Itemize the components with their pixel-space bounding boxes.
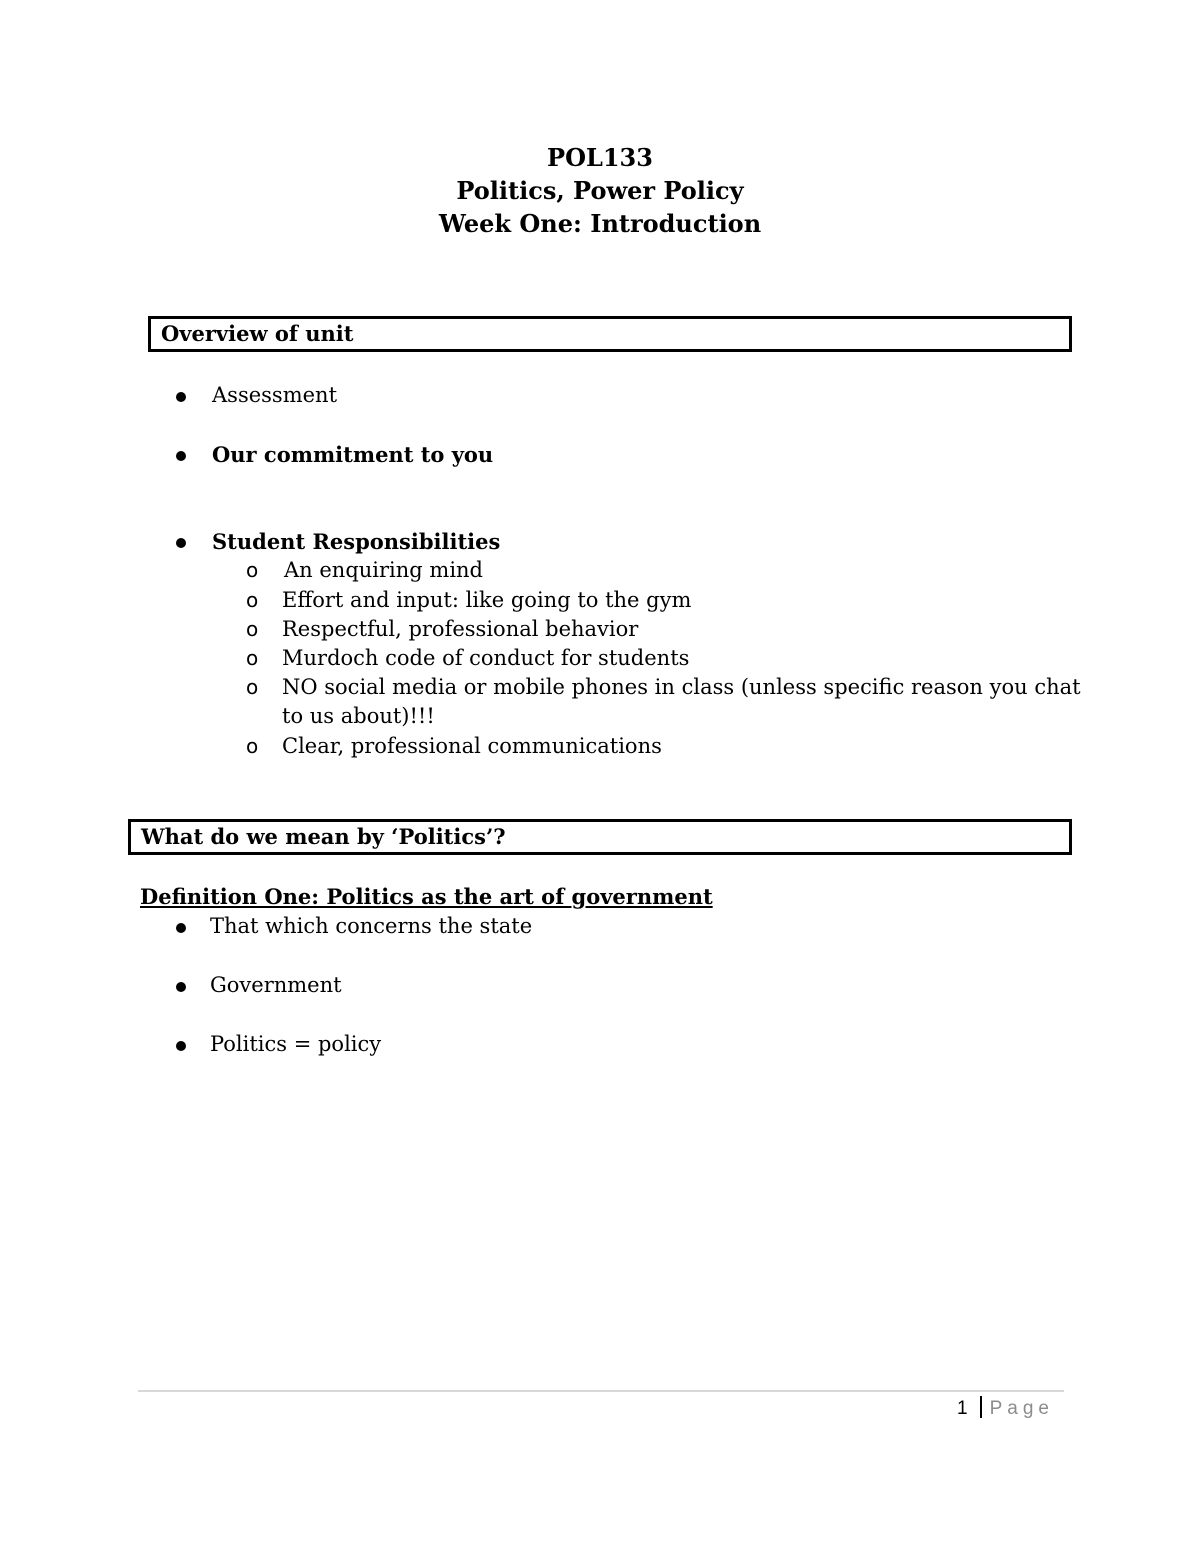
circle-bullet-icon: o [246,734,259,758]
sublist-item: NO social media or mobile phones in class (unless specific reason you chat [282,675,1081,699]
circle-bullet-icon: o [246,558,259,582]
circle-bullet-icon: o [246,617,259,641]
page-label: Page [989,1398,1054,1419]
course-title: Politics, Power Policy [456,176,744,205]
sublist-item: Clear, professional communications [282,734,662,758]
list-item-assessment: Assessment [212,383,338,407]
sublist-item: Effort and input: like going to the gym [282,588,692,612]
page-number: 1 [957,1398,968,1419]
bullet-icon [176,451,186,461]
overview-heading: Overview of unit [161,321,354,346]
sublist-item-continuation: to us about)!!! [282,704,435,728]
list-item: Politics = policy [210,1032,382,1056]
list-item-commitment: Our commitment to you [212,442,494,467]
bullet-icon [176,923,186,933]
circle-bullet-icon: o [246,588,259,612]
sublist-item: Respectful, professional behavior [282,617,639,641]
bullet-icon [176,538,186,548]
definition-heading: Definition One: Politics as the art of government [140,884,713,909]
overview-heading-box [148,316,1072,352]
list-item-responsibilities: Student Responsibilities [212,529,501,554]
week-title: Week One: Introduction [438,209,762,238]
bullet-icon [176,982,186,992]
circle-bullet-icon: o [246,646,259,670]
sublist-item: Murdoch code of conduct for students [282,646,690,670]
sublist-item: An enquiring mind [284,558,483,582]
bullet-icon [176,1041,186,1051]
politics-heading-box [128,819,1072,855]
footer-divider [138,1390,1064,1392]
list-item: Government [210,973,342,997]
footer-separator [980,1396,982,1418]
list-item: That which concerns the state [210,914,533,938]
bullet-icon [176,392,186,402]
course-code: POL133 [547,143,653,172]
politics-heading: What do we mean by ‘Politics’? [141,824,506,849]
page-footer [957,1396,1054,1422]
circle-bullet-icon: o [246,675,259,699]
